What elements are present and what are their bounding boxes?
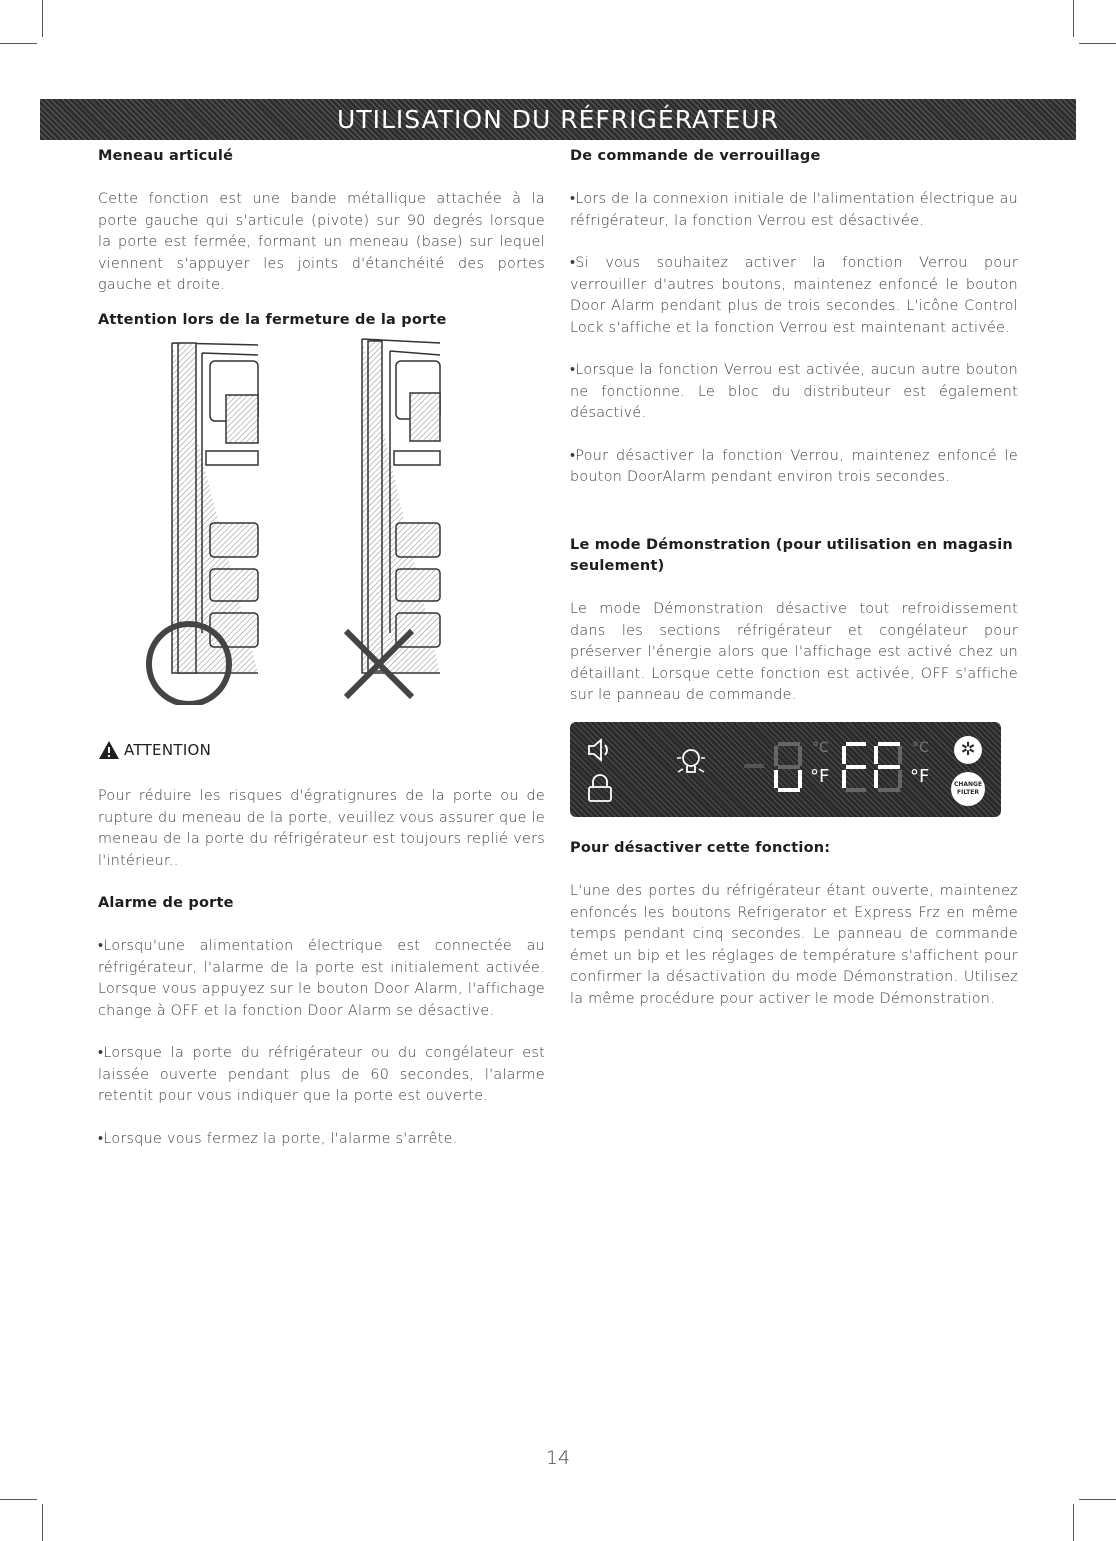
section-heading: Pour désactiver cette fonction: [570,840,831,856]
seven-segment-digits [840,738,910,794]
unit-celsius: °C [912,740,929,756]
attention-body-block [98,786,545,872]
section-body: Le mode Démonstration désactive tout refroidissement dans les sections réfrigérateur et congélateur pour préserver l'énergie alors que l'affichage est activé chez un détaillant. Lorsque cette fonction est activée, OFF s'affiche sur le panneau de commande. [570,601,1018,703]
section-paragraph: •Lorsque vous fermez la porte, l'alarme s'arrête. [98,1130,458,1147]
filter-label-line1: CHANGE [953,781,983,788]
door-mullion-illustration [140,333,460,705]
page-title-banner [40,99,1076,140]
crop-mark [1073,0,1074,37]
attention-body: Pour réduire les risques d'égratignures de la porte ou de rupture du meneau de la porte, veuillez vous assurer que le meneau de la porte du réfrigérateur est toujours replié vers l'intérieur.. [98,788,545,869]
section-heading: De commande de verrouillage [570,148,821,164]
freezer-temp-display [840,738,960,798]
express-freeze-icon: ✲ [954,736,982,764]
section-paragraph: •Lors de la connexion initiale de l'alimentation électrique au réfrigérateur, la fonction Verrou est désactivée. [570,191,1018,229]
crop-mark [42,0,43,37]
section-paragraph: •Si vous souhaitez activer la fonction Verrou pour verrouiller d'autres boutons, maintenez enfoncé le bouton Door Alarm pendant plus de trois secondes. L'icône Control Lock s'affiche et la fonction Verrou est maintenant activée. [570,255,1018,336]
section-paragraph: •Lorsque la fonction Verrou est activée, aucun autre bouton ne fonctionne. Le bloc du distributeur est également désactivé. [570,362,1018,421]
section-heading: Meneau articulé [98,148,234,164]
crop-mark [0,43,37,44]
page-title: UTILISATION DU RÉFRIGÉRATEUR [337,105,779,134]
crop-mark [0,1499,37,1500]
lock-icon [586,774,614,804]
section-paragraph: •Lorsqu'une alimentation électrique est connectée au réfrigérateur, l'alarme de la porte est initialement activée. Lorsque vous appuyez sur le bouton Door Alarm, l'affichage change à OFF et la fonction Door Alarm se désactive. [98,938,545,1019]
door-correct [149,343,258,704]
section-paragraph: •Pour désactiver la fonction Verrou, maintenez enfoncé le bouton DoorAlarm pendant environ trois secondes. [570,447,1018,485]
crop-mark [42,1504,43,1541]
section-heading: Le mode Démonstration (pour utilisation en magasin seulement) [570,537,1013,574]
change-filter-icon [951,772,985,806]
crop-mark [1079,43,1116,44]
unit-fahrenheit: °F [810,766,830,787]
unit-fahrenheit: °F [910,766,930,787]
crop-mark [1079,1499,1116,1500]
attention-text: ATTENTION [124,741,212,759]
unit-celsius: °C [812,740,829,756]
seven-segment-digits [740,738,810,794]
section-lock-control [570,146,1018,489]
section-disable-demo [570,838,1018,1010]
section-body: L'une des portes du réfrigérateur étant ouverte, maintenez enfoncés les boutons Refrigerator et Express Frz en même temps pendant cinq secondes. Le panneau de commande émet un bip et les réglages de température s'affichent pour confirmer la désactivation du mode Démonstration. Utilisez la même procédure pour activer le mode Démonstration. [570,883,1018,1007]
section-body: Cette fonction est une bande métallique attachée à la porte gauche qui s'articule (pivote) sur 90 degrés lorsque la porte est fermée, formant un meneau (base) sur lequel viennent s'appuyer les joints d'étanchéité des portes gauche et droite. [98,191,545,293]
crop-mark [1073,1504,1074,1541]
section-paragraph: •Lorsque la porte du réfrigérateur ou du congélateur est laissée ouverte pendant plus de 60 secondes, l'alarme retentit pour vous indiquer que la porte est ouverte. [98,1045,545,1104]
section-heading: Attention lors de la fermeture de la porte [98,312,447,328]
section-heading: Alarme de porte [98,895,234,911]
light-bulb-icon [676,744,706,784]
section-meneau [98,146,545,297]
filter-label-line2: FILTER [957,789,979,796]
section-demo-mode [570,535,1018,707]
section-door-alarm [98,893,545,1150]
sound-icon [586,738,614,762]
attention-label [98,740,211,760]
door-incorrect [346,339,440,697]
page-number: 14 [545,1447,571,1469]
section-attention-closing [98,310,545,331]
control-panel-image [570,722,1001,817]
warning-icon [98,740,120,760]
